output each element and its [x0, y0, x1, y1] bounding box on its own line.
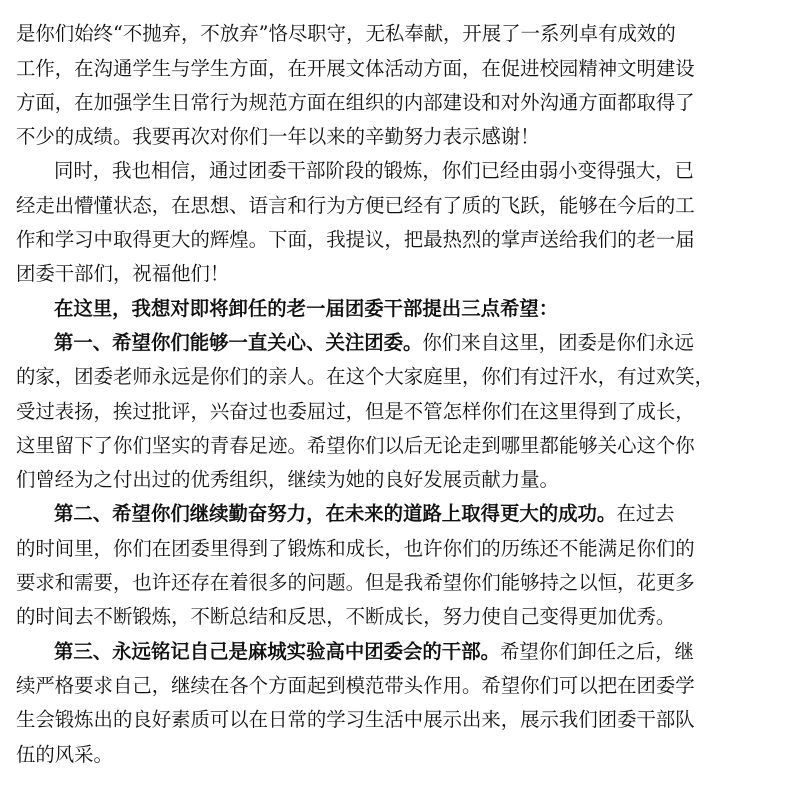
text-line: 方面，在加强学生日常行为规范方面在组织的内部建设和对外沟通方面都取得了: [16, 90, 695, 114]
text-line: [16, 497, 784, 531]
hope-one-heading: 第一、希望你们能够一直关心、关注团委。: [54, 330, 423, 354]
text-line-partial-top: [16, 0, 784, 17]
text-line: 受过表扬，挨过批评，兴奋过也委屈过，但是不管怎样你们在这里得到了成长，: [16, 399, 695, 423]
text-line: 续严格要求自己，继续在各个方面起到模范带头作用。希望你们可以把在团委学: [16, 673, 695, 697]
text-line: 生会锻炼出的良好素质可以在日常的学习生活中展示出来，展示我们团委干部队: [16, 708, 695, 732]
text-line: 团委干部们，祝福他们！: [16, 262, 230, 286]
text-line: 的时间里，你们在团委里得到了锻炼和成长，也许你们的历练还不能满足你们的: [16, 536, 695, 560]
text-line: 是你们始终“不抛弃，不放弃”恪尽职守，无私奉献，开展了一系列卓有成效的: [16, 22, 676, 46]
hope-three-heading: 第三、永远铭记自己是麻城实验高中团委会的干部。: [54, 639, 500, 663]
text-line: 不少的成绩。我要再次对你们一年以来的辛勤努力表示感谢！: [16, 125, 540, 149]
text-line: 同时，我也相信，通过团委干部阶段的锻炼，你们已经由弱小变得强大，已: [54, 159, 694, 183]
hope-two-heading: 第二、希望你们继续勤奋努力，在未来的道路上取得更大的成功。: [54, 502, 617, 526]
text-line: 的家，团委老师永远是你们的亲人。在这个大家庭里，你们有过汗水，有过欢笑，: [16, 365, 715, 389]
text-line: 伍的风采。: [16, 742, 113, 766]
hope-two-text: 在过去: [616, 502, 675, 526]
section-heading: 在这里，我想对即将卸任的老一届团委干部提出三点希望：: [54, 296, 559, 320]
text-line: 的时间去不断锻炼，不断总结和反思，不断成长，努力使自己变得更加优秀。: [16, 605, 676, 629]
document-body: [16, 0, 784, 772]
text-line: 这里留下了你们坚实的青春足迹。希望你们以后无论走到哪里都能够关心这个你: [16, 433, 695, 457]
text-line: 经走出懵懂状态，在思想、语言和行为方便已经有了质的飞跃，能够在今后的工: [16, 193, 695, 217]
text-line: 们曾经为之付出过的优秀组织，继续为她的良好发展贡献力量。: [16, 468, 559, 492]
text-line: 工作，在沟通学生与学生方面，在开展文体活动方面，在促进校园精神文明建设: [16, 56, 695, 80]
text-line: [16, 326, 784, 360]
text-line: [16, 635, 784, 669]
text-line: 要求和需要，也许还存在着很多的问题。但是我希望你们能够持之以恒，花更多: [16, 571, 695, 595]
hope-one-text: 你们来自这里，团委是你们永远: [422, 330, 694, 354]
hope-three-text: 希望你们卸任之后，继: [499, 639, 694, 663]
text-line: 作和学习中取得更大的辉煌。下面，我提议，把最热烈的掌声送给我们的老一届: [16, 228, 695, 252]
